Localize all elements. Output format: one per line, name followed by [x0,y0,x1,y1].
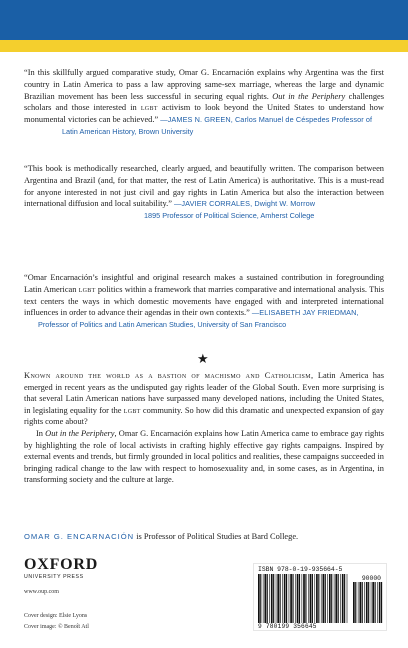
top-yellow-band [0,40,408,52]
blurb-quote: “Omar Encarnación’s insightful and original research makes a sustained contribution in foregrounding Latin American [24,273,384,294]
blurb-quote: “This book is methodically researched, clearly argued, and beautifully written. The comparison between Argentina and Brazil (and, for that matter, the rest of Latin America) is authoritative. This is a must-read for anyone interested in not just civil and gay rights in Latin America but also the interaction between international diffusion and local suitability.” [24,164,384,209]
blurb-attribution: —JAVIER CORRALES, [174,199,253,209]
description-lead: Known around the world as a bastion of machismo and Catholicism, [24,371,314,380]
cover-design-credit: Cover design: Elsie Lyons [24,613,88,619]
book-title: Out in the Periphery [272,91,346,101]
blurb-friedman: “Omar Encarnación’s insightful and original research makes a sustained contribution in foregrounding Latin American lgbt politics within a framework that marries comparative and international analysis. This text centers the ways in which domestic movements have engaged with and interpreted international influences in order to advance their agendas in their own contexts.” —ELISABETH JAY FRIEDMAN, Professor of Politics and Latin American Studies, University of San Francisco [24,273,384,330]
isbn-barcode [253,563,387,631]
blurb-quote: “In this skillfully argued comparative study, Omar G. Encarnación explains why Argentina was the first country in Latin America to pass a law approving same-sex marriage, whereas the large and dynamic Brazilian movement has been less successful in securing equal rights. [24,68,384,101]
publisher-website: www.oup.com [24,589,59,595]
blurb-corrales [24,163,384,222]
publisher-logo-sub: UNIVERSITY PRESS [24,574,84,580]
barcode-digits: 9 780199 356645 [258,623,317,630]
top-blue-band [0,0,408,40]
cover-image-credit: Cover image: © Benoît Atl [24,624,89,630]
blurb-attribution-title: Professor of Politics and Latin American Studies, University of San Francisco [38,320,287,330]
author-name: OMAR G. ENCARNACIÓN [24,532,135,541]
blurb-attribution-title: Latin American History, Brown University [62,126,194,136]
book-description [24,370,384,486]
description-paragraph: In Out in the Periphery, Omar G. Encarnación explains how Latin America came to embrace gay rights by highlighting the role of local activists in crafting highly effective gay rights campaigns. Inspired by external events and trends, but firmly grounded in local politics and realities, these campaigns succeeded in bringing radical change to the law with respect to homosexuality and, in some cases, as in Argentina, in transforming society and the culture at large. [24,428,384,485]
blurb-attribution: —ELISABETH JAY FRIEDMAN, [251,308,359,318]
price-code: 90000 [361,575,381,582]
author-bio-text: is Professor of Political Studies at Bard College. [134,532,299,541]
barcode-bars-main [258,574,348,623]
barcode-bars-addon [353,582,383,623]
blurb-green: “In this skillfully argued comparative study, Omar G. Encarnación explains why Argentina was the first country in Latin America to pass a law approving same-sex marriage, whereas the large and dynamic Brazilian movement has been less successful in securing equal rights. Out in the Periphery challenges scholars and those interested in lgbt activism to look beyond the United States to understand how monumental victories can be achieved.” —JAMES N. GREEN, Carlos Manuel de Céspedes Professor of Latin American History, Brown University [24,68,384,136]
publisher-logo [24,557,98,580]
book-title: Out in the Periphery [45,428,115,438]
blurb-attribution-title: Dwight W. Morrow [254,199,316,209]
author-bio [24,531,394,542]
description-paragraph: Known around the world as a bastion of machismo and Catholicism, Latin America has emerged in recent years as the undisputed gay rights leader of the Global South. Even more surprising is that several Latin American nations have surpassed many developed nations, including the United States, in legislating equality for the lgbt community. So how did this dramatic and unexpected expansion of gay rights come about? [24,371,384,427]
isbn-text: ISBN 978-0-19-935664-5 [258,566,343,573]
blurb-attribution-title: 1895 Professor of Political Science, Amherst College [144,211,315,221]
publisher-logo-word: OXFORD [24,556,99,573]
blurb-attribution-title: Carlos Manuel de Céspedes Professor of [234,115,373,125]
star-divider-icon: ★ [197,352,209,367]
blurb-attribution: —JAMES N. GREEN, [160,115,233,125]
